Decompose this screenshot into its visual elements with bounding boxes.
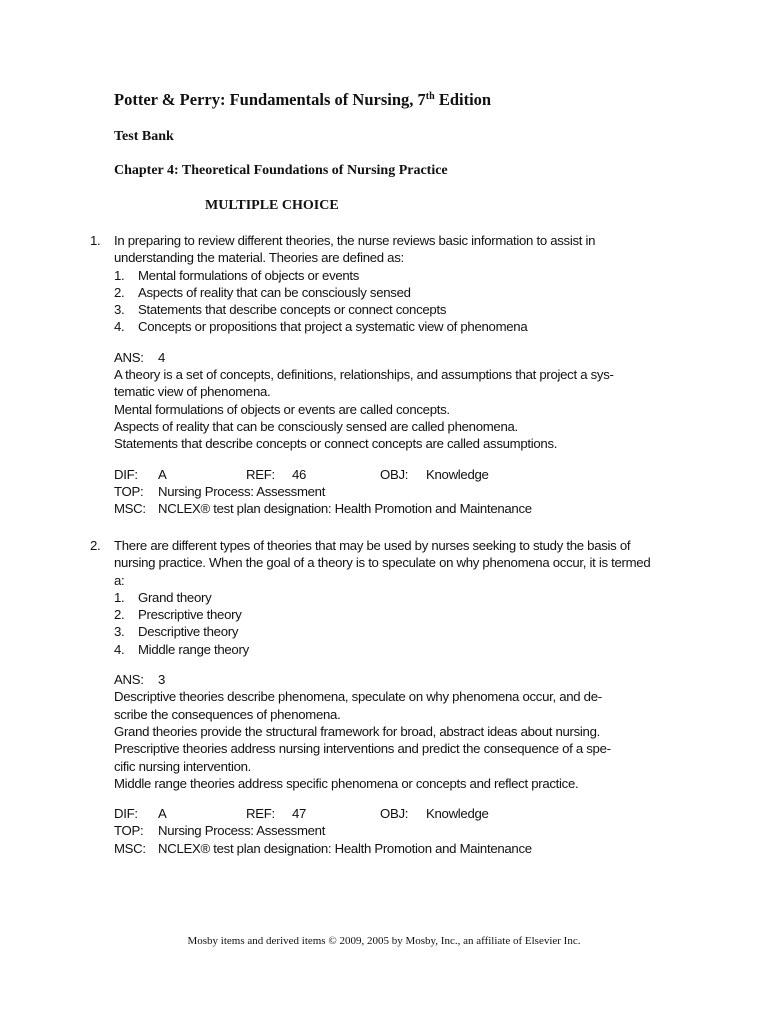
option-item: 1. Grand theory	[114, 589, 212, 605]
question-number: 2.	[90, 538, 101, 553]
rationale-line: cific nursing intervention.	[114, 758, 252, 774]
question-stem: There are different types of theories that may be used by nurses seeking to study the basis of nursing practice. When the goal of a theory is to speculate on why phenomena occur, it is termed a:	[114, 538, 651, 588]
section-heading: MULTIPLE CHOICE	[205, 198, 339, 213]
copyright-footer: Mosby items and derived items © 2009, 2005 by Mosby, Inc., an affiliate of Elsevier Inc.	[187, 935, 581, 947]
option-list	[114, 589, 660, 658]
option-item: 2. Prescriptive theory	[114, 607, 242, 623]
answer-line: ANS: 3	[114, 672, 166, 688]
rationale-line: Middle range theories address specific phenomena or concepts and reflect practice.	[114, 775, 579, 791]
meta-dif-ref-obj: DIF: A REF: 47 OBJ: Knowledge	[114, 806, 489, 822]
meta-top: TOP: Nursing Process: Assessment	[114, 483, 326, 499]
document-title: Potter & Perry: Fundamentals of Nursing, 7th Edition	[114, 90, 492, 109]
answer-block	[114, 671, 660, 857]
rationale-line: Aspects of reality that can be consciously sensed are called phenomena.	[114, 418, 518, 434]
answer-line: ANS: 4	[114, 349, 166, 365]
option-item: 4. Concepts or propositions that project a systematic view of phenomena	[114, 319, 528, 335]
rationale-line: Prescriptive theories address nursing interventions and predict the consequence of a spe-	[114, 741, 611, 757]
question-number: 1.	[90, 233, 101, 248]
meta-msc: MSC: NCLEX® test plan designation: Health Promotion and Maintenance	[114, 501, 532, 517]
rationale-line: A theory is a set of concepts, definitions, relationships, and assumptions that project a sys-	[114, 367, 614, 383]
option-item: 4. Middle range theory	[114, 641, 249, 657]
question-1	[90, 232, 660, 517]
rationale-line: Grand theories provide the structural framework for broad, abstract ideas about nursing.	[114, 723, 600, 739]
answer-block	[114, 349, 660, 518]
option-item: 3. Statements that describe concepts or connect concepts	[114, 302, 447, 318]
meta-dif-ref-obj: DIF: A REF: 46 OBJ: Knowledge	[114, 466, 489, 482]
meta-msc: MSC: NCLEX® test plan designation: Health Promotion and Maintenance	[114, 840, 532, 856]
chapter-heading: Chapter 4: Theoretical Foundations of Nursing Practice	[114, 163, 448, 178]
option-item: 2. Aspects of reality that can be consciously sensed	[114, 284, 411, 300]
rationale-line: Statements that describe concepts or connect concepts are called assumptions.	[114, 436, 558, 452]
question-stem: In preparing to review different theories, the nurse reviews basic information to assist in understanding the material. Theories are defined as:	[114, 233, 596, 266]
rationale-line: Mental formulations of objects or events are called concepts.	[114, 401, 450, 417]
option-item: 1. Mental formulations of objects or events	[114, 267, 360, 283]
meta-top: TOP: Nursing Process: Assessment	[114, 823, 326, 839]
rationale-line: Descriptive theories describe phenomena, speculate on why phenomena occur, and de-	[114, 689, 602, 705]
question-2	[90, 537, 660, 857]
document-subtitle: Test Bank	[114, 129, 174, 144]
option-list	[114, 267, 660, 336]
rationale-line: tematic view of phenomena.	[114, 384, 271, 400]
option-item: 3. Descriptive theory	[114, 624, 239, 640]
rationale-line: scribe the consequences of phenomena.	[114, 706, 341, 722]
